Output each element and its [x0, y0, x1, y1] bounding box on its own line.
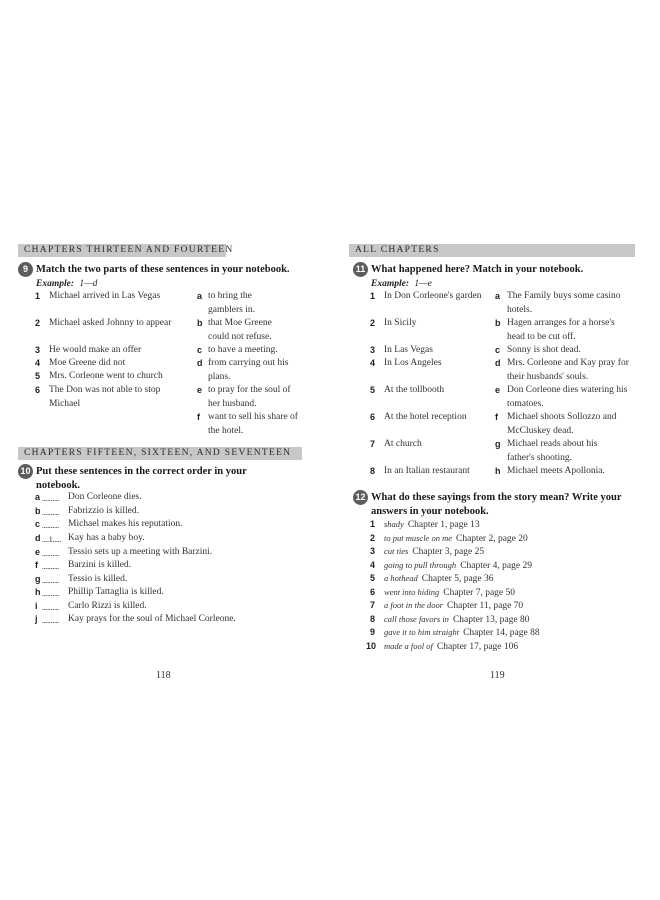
left-page: CHAPTERS THIRTEEN AND FOURTEEN 9 Match the two parts of these sentences in your notebook. Example: 1—d 1 Michael arrived in Las Vegas 2 Michael asked Johnny to appear 3 He would make an offer 4 Moe Greene did not 5 Mrs. Corleone went to church 6 The Don was not able to stop Michael a to bring the gamblers in. b that Moe Greene could not refuse. c to have a meeting. d from carrying out his plans. e to pray for the soul of her husband. f want to sell his share of the hotel. CHAPTERS FIFTEEN, SIXTEEN, AND SEVENTEEN 10 Put these sentences in the correct order in your notebook. a .......... Don Corleone dies. b .......... Fabrizzio is killed. c .......... Michael makes his reputation. d ....1..... Kay has a baby boy. e .......... Tessio sets up a meeting with Barzini. f .......... Barzini is killed. g .......... Tessio is killed. h .......... Phillip Tattaglia is killed. i .......... Carlo Rizzi is killed. j .......... Kay prays for the soul of Michael Corleone. 118: [0, 0, 330, 900]
question-11-text: What happened here? Match in your notebook.: [371, 264, 584, 275]
question-10-text: Put these sentences in the correct order in your notebook.: [36, 466, 247, 491]
question-12-text: What do these sayings from the story mean? Write your answers in your notebook.: [371, 492, 622, 517]
question-badge-12: 12: [353, 490, 368, 505]
chapter-header-13-14: CHAPTERS THIRTEEN AND FOURTEEN: [18, 244, 226, 257]
question-9-text: Match the two parts of these sentences in your notebook.: [36, 264, 290, 275]
chapter-header-all: ALL CHAPTERS: [349, 244, 635, 257]
question-badge-9: 9: [18, 262, 33, 277]
example-value: 1—e: [414, 279, 432, 289]
example-label: Example:: [371, 279, 409, 289]
page-number-left: 118: [156, 670, 171, 681]
right-page: ALL CHAPTERS 11 What happened here? Match in your notebook. Example: 1—e 1 In Don Corleone's garden 2 In Sicily 3 In Las Vegas 4 In Los Angeles 5 At the tollbooth 6 At the hotel reception 7 At church 8 In an Italian restaurant a The Family buys some casino hotels. b Hagen arranges for a horse's head to be cut off. c Sonny is shot dead. d Mrs. Corleone and Kay pray for their husbands' souls. e Don Corleone dies watering his tomatoes. f Michael shoots Sollozzo and McCluskey dead. g Michael reads about his father's shooting. h Michael meets Apollonia. 12 What do these sayings from the story mean? Write your answers in your notebook. 1 shady Chapter 1, page 13 2 to put muscle on me Chapter 2, page 20 3 cut ties Chapter 3, page 25 4 going to pull through Chapter 4, page 29 5 a hothead Chapter 5, page 36 6 went into hiding Chapter 7, page 50 7 a foot in the door Chapter 11, page 70 8 call those favors in Chapter 13, page 80 9 gave it to him straight Chapter 14, page 88 10 made a fool of Chapter 17, page 106 119: [330, 0, 660, 900]
chapter-header-15-17: CHAPTERS FIFTEEN, SIXTEEN, AND SEVENTEEN: [18, 447, 302, 460]
example-9: [36, 278, 97, 290]
example-11: [371, 278, 432, 290]
example-value: 1—d: [79, 279, 98, 289]
example-label: Example:: [36, 279, 74, 289]
question-badge-11: 11: [353, 262, 368, 277]
question-badge-10: 10: [18, 464, 33, 479]
page-number-right: 119: [490, 670, 505, 681]
